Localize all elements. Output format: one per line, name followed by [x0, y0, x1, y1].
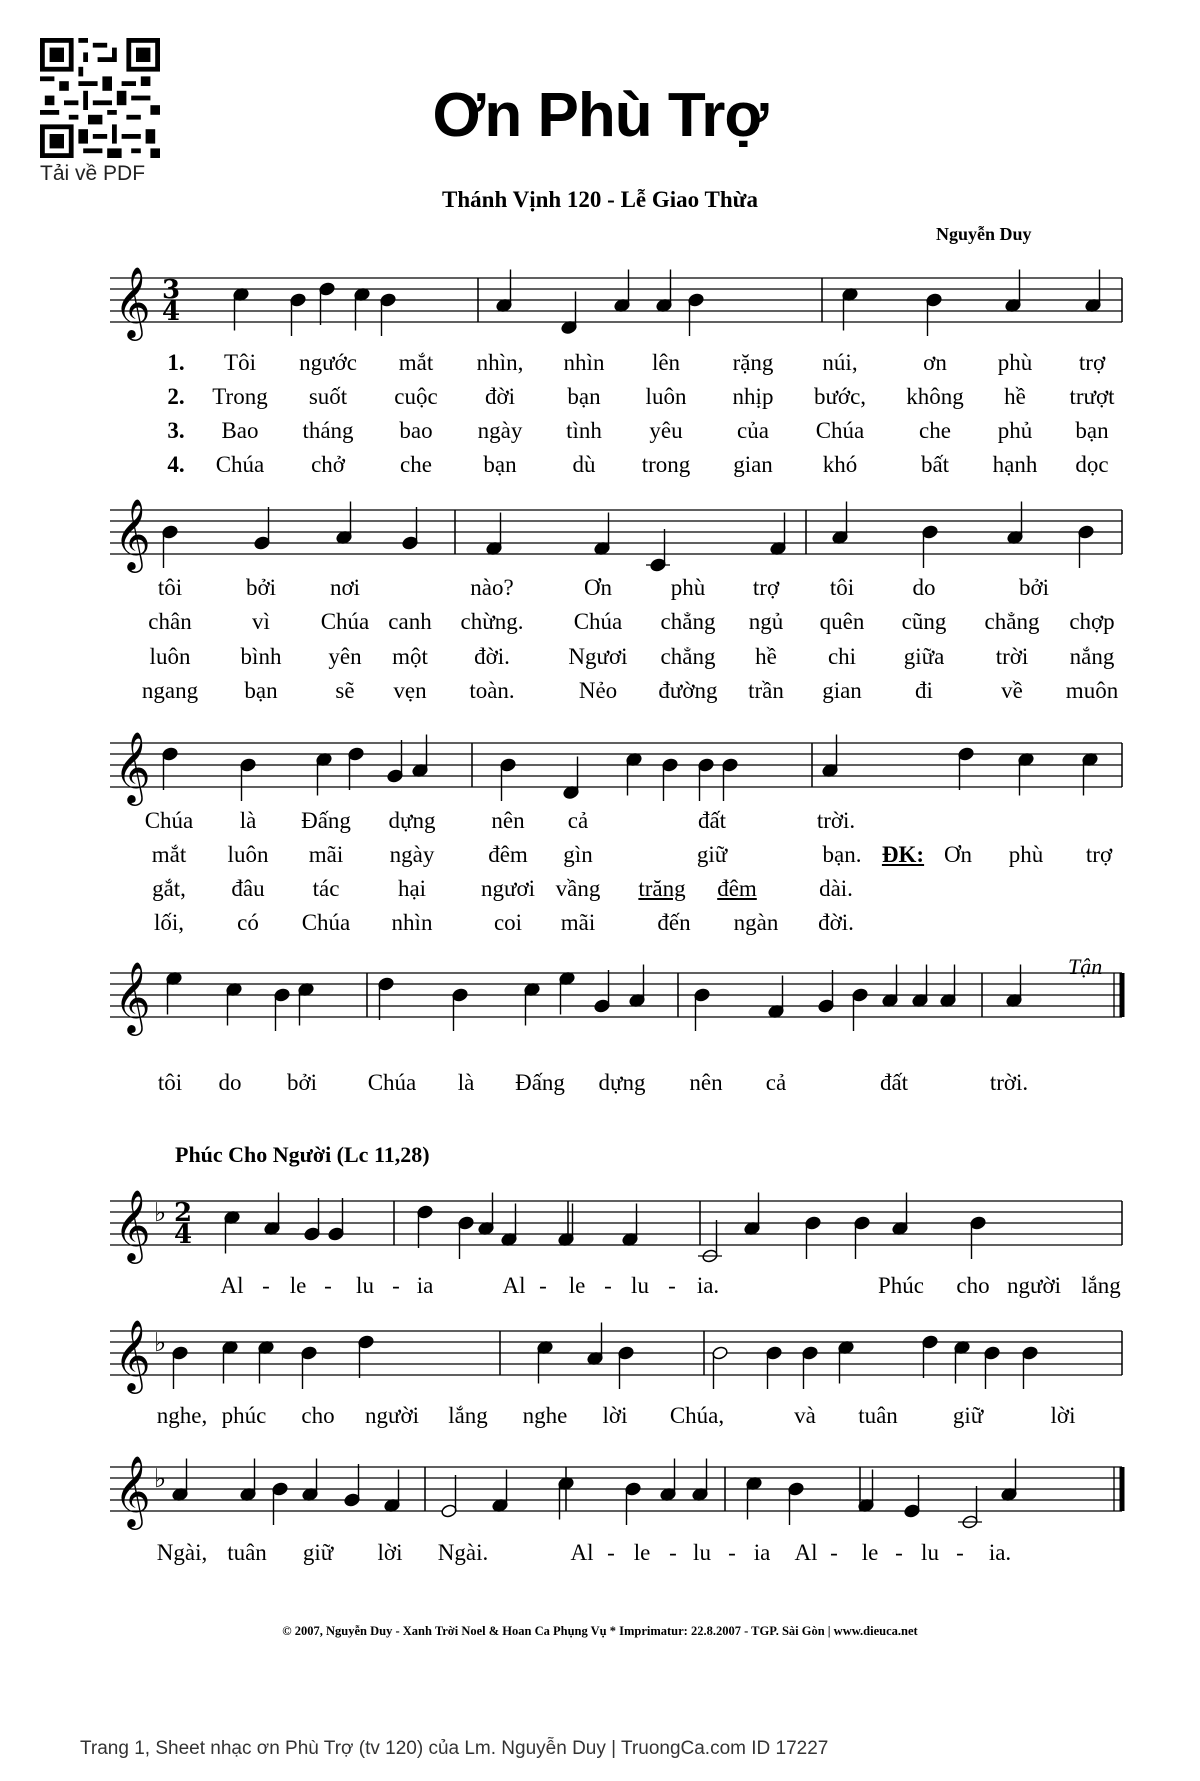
lyric-syllable: tôi	[829, 575, 855, 600]
lyric-syllable: tác	[312, 876, 340, 901]
download-pdf-label[interactable]: Tải về PDF	[40, 162, 146, 185]
lyric-syllable: ngươi	[480, 876, 536, 901]
lyric-syllable: -	[728, 1540, 736, 1565]
lyric-syllable: quên	[819, 609, 865, 634]
lyric-syllable: Al	[570, 1540, 594, 1565]
treble-clef-icon: 𝄞	[114, 730, 151, 803]
lyric-syllable: luôn	[645, 384, 687, 409]
staff-system-2	[0, 490, 1200, 570]
lyric-syllable: yên	[328, 644, 362, 669]
lyric-syllable: chẳng	[660, 609, 716, 634]
lyric-syllable: sẽ	[335, 678, 355, 703]
lyric-syllable: dù	[572, 452, 596, 477]
lyric-syllable: chi	[827, 644, 857, 669]
section2-title: Phúc Cho Người (Lc 11,28)	[175, 1142, 430, 1167]
lyric-syllable: chân	[148, 609, 192, 634]
lyric-syllable: là	[457, 1070, 475, 1095]
time-signature: 4	[174, 1220, 193, 1250]
lyric-syllable: dài.	[819, 876, 853, 901]
lyric-syllable: Chúa	[320, 609, 370, 634]
lyric-syllable: đường	[658, 678, 718, 703]
time-signature: 4	[162, 297, 181, 327]
lyric-syllable: Al	[794, 1540, 818, 1565]
lyric-syllable: hề	[755, 644, 777, 669]
lyric-syllable: nhìn,	[476, 350, 524, 375]
lyric-syllable: nào?	[470, 575, 514, 600]
lyric-syllable: có	[237, 910, 259, 935]
staff-system-4	[0, 953, 1200, 1043]
lyric-syllable: giữa	[903, 644, 945, 669]
lyric-syllable: đi	[915, 678, 933, 703]
lyric-syllable: ngang	[141, 678, 199, 703]
lyric-syllable: -	[669, 1540, 677, 1565]
lyric-syllable: trợ	[752, 575, 780, 600]
lyric-syllable: canh	[388, 609, 432, 634]
treble-clef-icon: 𝄞	[114, 1188, 151, 1261]
treble-clef-icon: 𝄞	[114, 1454, 151, 1527]
lyric-syllable: bạn	[244, 678, 278, 703]
lyric-syllable: toàn.	[469, 678, 515, 703]
lyric-syllable: gìn	[563, 842, 593, 867]
lyric-syllable: Chúa	[815, 418, 865, 443]
lyric-syllable: trời.	[989, 1070, 1029, 1095]
lyric-syllable: đêm	[488, 842, 528, 867]
lyric-syllable: bao	[399, 418, 433, 443]
lyric-syllable: Ngài.	[437, 1540, 489, 1565]
lyric-syllable: -	[262, 1273, 270, 1298]
lyric-syllable: nghe,	[156, 1403, 208, 1428]
lyric-syllable: chừng.	[460, 609, 524, 634]
flat-icon: ♭	[154, 1198, 167, 1228]
lyric-syllable: không	[906, 384, 964, 409]
lyric-syllable: đâu	[231, 876, 265, 901]
lyric-syllable: đất	[697, 808, 727, 833]
lyric-syllable: rặng	[732, 350, 774, 375]
lyric-syllable: lu	[921, 1540, 939, 1565]
flat-icon: ♭	[154, 1464, 167, 1494]
lyric-syllable: -	[392, 1273, 400, 1298]
lyric-syllable: lu	[631, 1273, 649, 1298]
lyric-syllable: ngày	[389, 842, 435, 867]
lyric-syllable: Đấng	[515, 1070, 565, 1095]
lyric-syllable: suốt	[308, 384, 348, 409]
lyric-syllable: đời.	[474, 644, 510, 669]
lyric-syllable: bạn	[483, 452, 517, 477]
lyric-syllable: Trong	[212, 384, 268, 409]
lyric-syllable: lối,	[153, 910, 185, 935]
lyric-syllable: nhịp	[732, 384, 774, 409]
lyric-syllable: trần	[748, 678, 784, 703]
lyric-syllable: tình	[566, 418, 602, 443]
lyric-syllable: mãi	[308, 842, 344, 867]
lyric-syllable: lắng	[1081, 1273, 1121, 1298]
lyric-syllable: dựng	[598, 1070, 646, 1095]
lyric-syllable: tuân	[858, 1403, 898, 1428]
lyric-syllable: phù	[997, 350, 1033, 375]
lyric-syllable: phủ	[997, 418, 1033, 443]
lyric-syllable: lời	[377, 1540, 403, 1565]
lyric-syllable: của	[737, 418, 769, 443]
lyric-syllable: giữ	[302, 1540, 334, 1565]
lyric-syllable: tháng	[302, 418, 354, 443]
lyric-syllable: ngủ	[748, 609, 784, 634]
lyric-syllable: núi,	[822, 350, 858, 375]
time-signature: 2	[174, 1198, 193, 1228]
lyric-syllable: coi	[493, 910, 523, 935]
lyric-syllable: nên	[689, 1070, 723, 1095]
lyric-syllable: che	[400, 452, 432, 477]
lyric-syllable: vẹn	[393, 678, 427, 703]
lyric-syllable: 3.	[167, 418, 185, 443]
flat-icon: ♭	[154, 1328, 167, 1358]
lyric-syllable: trời.	[816, 808, 856, 833]
lyric-syllable: dựng	[388, 808, 436, 833]
lyric-syllable: bất	[920, 452, 950, 477]
lyric-syllable: do	[912, 575, 936, 600]
lyric-syllable: ngàn	[733, 910, 779, 935]
lyric-syllable: bởi	[245, 575, 277, 600]
lyric-syllable: muôn	[1065, 678, 1119, 703]
staff-system-6	[0, 1311, 1200, 1391]
lyric-syllable: là	[239, 808, 257, 833]
lyric-syllable: vì	[252, 609, 270, 634]
lyric-syllable: lu	[693, 1540, 711, 1565]
lyric-syllable: luôn	[227, 842, 269, 867]
lyric-syllable: giữ	[696, 842, 728, 867]
lyric-syllable: cả	[567, 808, 589, 833]
lyric-syllable: nắng	[1069, 644, 1115, 669]
lyric-syllable: gian	[822, 678, 862, 703]
lyric-syllable: bạn	[567, 384, 601, 409]
lyric-syllable: -	[956, 1540, 964, 1565]
lyric-syllable: ia.	[696, 1273, 720, 1298]
lyric-syllable: dọc	[1075, 452, 1109, 477]
lyric-syllable: chợp	[1069, 609, 1115, 634]
lyric-syllable: mắt	[398, 350, 434, 375]
lyric-syllable: giữ	[952, 1403, 984, 1428]
lyric-syllable: -	[604, 1273, 612, 1298]
treble-clef-icon: 𝄞	[114, 497, 151, 570]
lyric-syllable: lắng	[448, 1403, 488, 1428]
lyric-syllable: lời	[602, 1403, 628, 1428]
staff-system-1	[0, 258, 1200, 338]
lyric-syllable: luôn	[149, 644, 191, 669]
lyric-syllable: nên	[491, 808, 525, 833]
lyric-syllable: Ngươi	[568, 644, 628, 669]
lyric-syllable: ĐK:	[881, 842, 925, 867]
lyric-syllable: cả	[765, 1070, 787, 1095]
lyric-syllable: đến	[657, 910, 691, 935]
lyric-syllable: Tôi	[224, 350, 256, 375]
lyric-syllable: hề	[1004, 384, 1026, 409]
lyric-syllable: chở	[311, 452, 345, 477]
lyric-syllable: bạn.	[822, 842, 862, 867]
lyric-syllable: gian	[733, 452, 773, 477]
lyric-syllable: Chúa,	[669, 1403, 725, 1428]
lyric-syllable: ia.	[988, 1540, 1012, 1565]
lyric-syllable: bởi	[1018, 575, 1050, 600]
lyric-syllable: trăng	[638, 876, 686, 901]
lyric-syllable: nơi	[329, 575, 361, 600]
lyric-syllable: -	[607, 1540, 615, 1565]
lyric-syllable: ia	[416, 1273, 434, 1298]
page-footer[interactable]: Trang 1, Sheet nhạc ơn Phù Trợ (tv 120) của Lm. Nguyễn Duy | TruongCa.com ID 17227	[80, 1738, 829, 1759]
lyric-syllable: Chúa	[144, 808, 194, 833]
lyric-syllable: phù	[1008, 842, 1044, 867]
lyric-syllable: Phúc	[878, 1273, 924, 1298]
lyric-syllable: Bao	[221, 418, 259, 443]
lyric-syllable: người	[1006, 1273, 1062, 1298]
lyric-syllable: đêm	[717, 876, 757, 901]
treble-clef-icon: 𝄞	[114, 1318, 151, 1391]
lyric-syllable: trời	[995, 644, 1029, 669]
lyric-syllable: bình	[240, 644, 282, 669]
lyric-syllable: bởi	[286, 1070, 318, 1095]
lyric-syllable: hại	[397, 876, 427, 901]
lyric-syllable: chẳng	[984, 609, 1040, 634]
lyric-syllable: đời	[484, 384, 516, 409]
lyric-syllable: 2.	[167, 384, 185, 409]
lyric-syllable: Chúa	[215, 452, 265, 477]
lyric-syllable: nhìn	[563, 350, 605, 375]
lyric-syllable: cho	[956, 1273, 990, 1298]
lyric-syllable: người	[364, 1403, 420, 1428]
lyric-syllable: Đấng	[301, 808, 351, 833]
lyric-syllable: hạnh	[992, 452, 1038, 477]
lyric-syllable: -	[895, 1540, 903, 1565]
lyric-syllable: lời	[1050, 1403, 1076, 1428]
lyric-syllable: Chúa	[301, 910, 351, 935]
lyric-syllable: nhìn	[391, 910, 433, 935]
lyric-syllable: cũng	[901, 609, 947, 634]
lyric-syllable: một	[392, 644, 428, 669]
lyric-syllable: 4.	[167, 452, 185, 477]
lyric-syllable: phúc	[221, 1403, 267, 1428]
lyric-syllable: 1.	[167, 350, 185, 375]
lyric-syllable: ngước	[299, 350, 357, 375]
end-mark: Tận	[1068, 954, 1103, 979]
lyric-syllable: Al	[220, 1273, 244, 1298]
lyric-syllable: gắt,	[152, 876, 186, 901]
lyric-syllable: tuân	[227, 1540, 267, 1565]
lyric-syllable: lên	[651, 350, 681, 375]
lyric-syllable: Nẻo	[578, 678, 618, 703]
lyric-syllable: đời.	[818, 910, 854, 935]
lyric-syllable: khó	[822, 452, 858, 477]
lyric-syllable: -	[324, 1273, 332, 1298]
lyric-syllable: cho	[301, 1403, 335, 1428]
copyright-notice: © 2007, Nguyễn Duy - Xanh Trời Noel & Hoan Ca Phụng Vụ * Imprimatur: 22.8.2007 - TGP. Sài Gòn | www.dieuca.net	[282, 1624, 918, 1638]
lyric-syllable: yêu	[649, 418, 683, 443]
lyric-syllable: tôi	[157, 575, 183, 600]
lyric-syllable: che	[919, 418, 951, 443]
lyric-syllable: ia	[753, 1540, 771, 1565]
lyric-syllable: -	[668, 1273, 676, 1298]
lyric-syllable: trượt	[1069, 384, 1115, 409]
composer-name: Nguyễn Duy	[936, 224, 1032, 244]
lyric-syllable: Ơn	[583, 575, 613, 600]
treble-clef-icon: 𝄞	[114, 960, 151, 1033]
lyric-syllable: mắt	[151, 842, 187, 867]
lyric-syllable: -	[539, 1273, 547, 1298]
song-subtitle: Thánh Vịnh 120 - Lễ Giao Thừa	[442, 187, 758, 212]
lyric-syllable: mãi	[560, 910, 596, 935]
lyric-syllable: Chúa	[367, 1070, 417, 1095]
lyric-syllable: ơn	[923, 350, 947, 375]
lyric-syllable: ngày	[477, 418, 523, 443]
lyric-syllable: trong	[641, 452, 691, 477]
lyric-syllable: phù	[670, 575, 706, 600]
lyric-syllable: chẳng	[660, 644, 716, 669]
lyric-syllable: nghe	[522, 1403, 568, 1428]
lyric-syllable: bước,	[813, 384, 867, 409]
lyric-syllable: và	[794, 1403, 816, 1428]
time-signature: 3	[162, 275, 181, 305]
lyric-syllable: le	[289, 1273, 307, 1298]
lyric-syllable: đất	[879, 1070, 909, 1095]
lyric-syllable: cuộc	[394, 384, 438, 409]
staff-system-3	[0, 723, 1200, 803]
lyric-syllable: le	[861, 1540, 879, 1565]
lyric-syllable: le	[568, 1273, 586, 1298]
lyric-syllable: lu	[356, 1273, 374, 1298]
lyric-syllable: -	[830, 1540, 838, 1565]
lyric-syllable: Chúa	[573, 609, 623, 634]
lyric-syllable: tôi	[157, 1070, 183, 1095]
lyric-syllable: Ơn	[943, 842, 973, 867]
lyric-syllable: về	[1001, 678, 1023, 703]
lyric-syllable: Ngài,	[156, 1540, 208, 1565]
staff-system-7	[0, 1447, 1200, 1527]
lyric-syllable: bạn	[1075, 418, 1109, 443]
song-title: Ơn Phù Trợ	[432, 81, 768, 150]
lyric-syllable: do	[218, 1070, 242, 1095]
lyric-syllable: trợ	[1085, 842, 1113, 867]
lyric-syllable: vầng	[555, 876, 601, 901]
lyric-syllable: le	[633, 1540, 651, 1565]
lyric-syllable: Al	[502, 1273, 526, 1298]
lyric-syllable: trợ	[1078, 350, 1106, 375]
staff-system-5	[0, 1181, 1200, 1261]
treble-clef-icon: 𝄞	[114, 265, 151, 338]
